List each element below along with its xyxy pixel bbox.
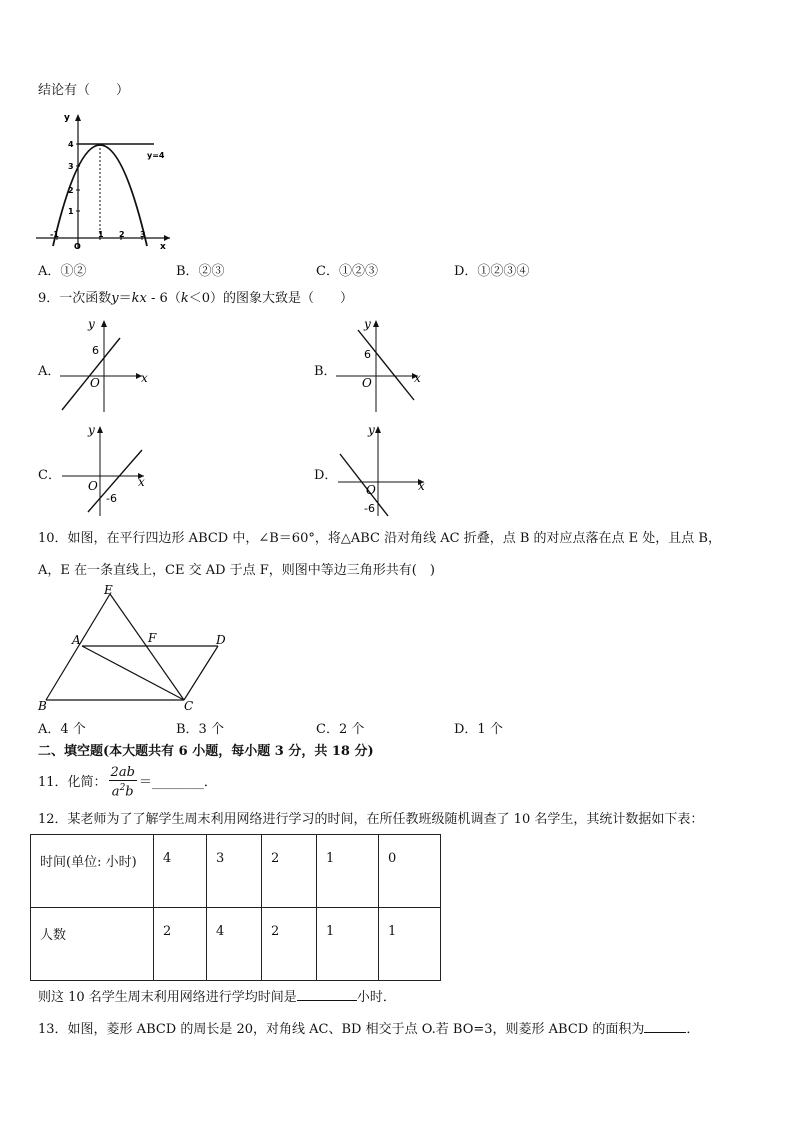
table-row [31,908,441,981]
q9-option-a-label: A． [38,364,61,379]
label-intercept: -6 [106,492,117,505]
label-y: y [368,423,375,437]
label-origin: O [366,483,376,497]
q10-option-d: D．1 个 [454,722,503,737]
segment-dc [184,646,218,700]
q13-end: ． [686,1022,700,1037]
q13-line [38,1020,699,1039]
table-row [31,835,441,908]
table-cell: 2 [154,908,207,981]
section-title-fill-in: 二、填空题(本大题共有 6 小题，每小题 3 分，共 18 分) [38,744,374,759]
label-origin: O [362,376,372,390]
label-origin: O [88,479,98,493]
tick-label-y-2: 2 [68,186,74,195]
segment-be [46,594,110,700]
q10-option-c: C．2 个 [316,722,365,737]
point-d: D [216,633,226,647]
label-x: x [141,371,148,385]
function-line [62,338,120,410]
label-intercept: -6 [364,502,375,515]
table-cell: 4 [207,908,262,981]
q9-option-b-label: B． [314,364,337,379]
q9-number: 9． [38,291,60,306]
label-y: y [88,423,95,437]
table-cell: 人数 [31,908,154,981]
x-axis-arrow [164,235,170,241]
q9-formula-rest: - 6（ [146,291,181,306]
q11-den-a: a [111,784,120,800]
tick-label-x-3: 3 [140,230,146,239]
point-e: E [104,583,113,597]
q11-prefix: 11．化简： [38,775,107,791]
tick-label-x-2: 2 [119,230,125,239]
q10-parallelogram-figure [34,582,240,712]
q13-text: 13．如图，菱形 ABCD 的周长是 20，对角线 AC、BD 相交于点 O.若 BO=3，则菱形 ABCD 的面积为 [38,1022,645,1037]
q12-answer-blank [297,988,357,1001]
q11-line [38,766,217,799]
table-cell: 2 [262,835,317,908]
q11-suffix: ＝________． [138,775,217,791]
tick-label-y-4: 4 [68,140,74,149]
label-x: x [160,242,166,250]
q10-option-b: B．3 个 [176,722,224,737]
q11-numerator: 2ab [110,765,135,780]
q12-after-table [38,988,396,1007]
q12-text: 12．某老师为了了解学生周末利用网络进行学习的时间，在所任教班级随机调查了 10 名学生，其统计数据如下表： [38,812,704,827]
q8-parabola-graph [34,110,174,250]
tick-label-x-neg1: -1 [50,230,59,239]
q9-formula-kx: kx [131,291,147,306]
label-intercept: 6 [92,344,99,357]
point-b: B [38,699,47,712]
point-c: C [184,699,194,712]
y-axis-arrow [101,320,107,327]
q9-graph-c [58,420,150,518]
q9-option-d-label: D． [314,468,338,483]
tick-label-y-1: 1 [68,207,74,216]
table-cell: 1 [317,835,379,908]
table-cell: 1 [379,908,441,981]
y-axis-arrow [373,320,379,327]
q9-graph-b [334,316,426,414]
q8-option-a: A．①② [38,264,87,279]
q9-formula-eq: ＝ [118,291,132,306]
tick-label-x-1: 1 [98,230,104,239]
point-a: A [72,633,81,647]
q9-formula-end: ＜0）的图象大致是（ ） [188,291,353,306]
q12-data-table [30,834,441,981]
segment-ec [110,594,184,700]
q8-option-b: B．②③ [176,264,225,279]
q10-line-1: 10．如图，在平行四边形 ABCD 中，∠B＝60°，将△ABC 沿对角线 AC 折叠，点 B 的对应点落在点 E 处，且点 B， [38,531,721,546]
q10-option-a: A．4 个 [38,722,86,737]
q11-fraction [109,766,137,799]
q9-stem [38,290,353,308]
tick-label-y-3: 3 [68,162,74,171]
segment-ac [82,646,184,700]
q8-stem-tail: 结论有（ ） [38,83,130,98]
q9-option-c-label: C． [38,468,61,483]
label-x: x [414,371,421,385]
q9-formula-y: y [111,291,119,306]
y-axis-arrow [75,114,81,121]
q9-graph-d [334,420,430,518]
table-cell: 2 [262,908,317,981]
point-f: F [148,631,157,645]
q9-graph-a [58,316,150,414]
q8-option-c: C．①②③ [316,264,378,279]
label-origin: O [74,242,81,250]
q11-den-b: b [125,784,134,800]
q11-den-exponent: 2 [119,783,126,793]
table-cell: 0 [379,835,441,908]
y-axis-arrow [375,426,381,433]
q9-text: 一次函数 [59,291,112,306]
table-cell: 3 [207,835,262,908]
q13-answer-blank [644,1020,686,1033]
q12-after-unit: 小时． [356,990,396,1005]
table-cell: 1 [317,908,379,981]
label-origin: O [90,376,100,390]
label-y: y [88,317,95,331]
table-cell: 时间(单位: 小时) [31,835,154,908]
q8-option-d: D．①②③④ [454,264,530,279]
label-x: x [138,475,145,489]
y-axis-arrow [97,426,103,433]
label-x: x [418,479,425,493]
label-line-y4: y=4 [147,151,165,160]
q10-line-2: A，E 在一条直线上，CE 交 AD 于点 F，则图中等边三角形共有( ) [38,563,435,578]
label-y: y [364,317,371,331]
table-cell: 4 [154,835,207,908]
label-y: y [64,113,70,123]
label-intercept: 6 [364,348,371,361]
q11-denominator [109,781,137,799]
q9-formula-k: k [180,291,189,306]
q12-after-text: 则这 10 名学生周末利用网络进行学均时间是 [38,990,297,1005]
